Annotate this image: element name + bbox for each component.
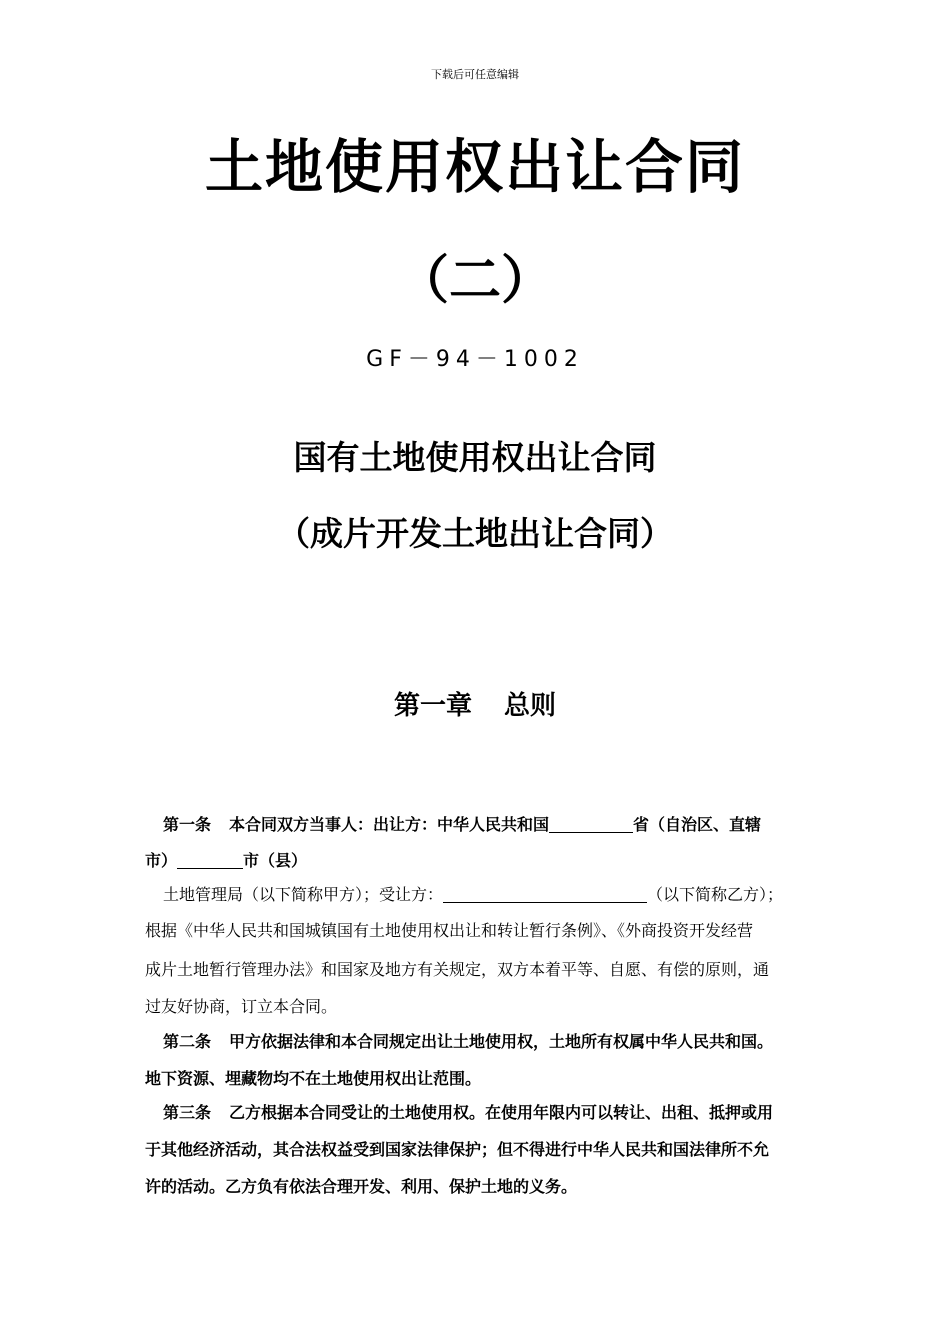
- article-3-line-3: 许的活动。乙方负有依法合理开发、利用、保护土地的义务。: [145, 1177, 578, 1196]
- chapter-heading: [0, 685, 950, 722]
- article-1-text-2: 省（自治区、直辖: [633, 815, 762, 834]
- chapter-label: 第一章: [393, 691, 472, 721]
- contract-subtitle: （成片开发土地出让合同）: [277, 514, 673, 553]
- province-blank: [549, 816, 633, 833]
- article-3-line-1: [163, 1100, 773, 1123]
- article-1-text-6: （以下简称乙方）；: [647, 885, 784, 904]
- header-note: 下载后可任意编辑: [431, 68, 519, 81]
- article-1-text-3: 市）: [145, 851, 178, 870]
- article-1-text-1: 本合同双方当事人：出让方：中华人民共和国: [229, 815, 550, 834]
- article-1-line-4: 根据《中华人民共和国城镇国有土地使用权出让和转让暂行条例》、《外商投资开发经营: [145, 921, 754, 940]
- article-1-line-2: [145, 848, 307, 871]
- article-2-line-1: [163, 1029, 773, 1052]
- article-3-text-1: 乙方根据本合同受让的土地使用权。在使用年限内可以转让、出租、抵押或用: [229, 1103, 774, 1122]
- article-1-text-5: 土地管理局（以下简称甲方）；受让方：: [163, 885, 444, 904]
- article-3-line-2: 于其他经济活动，其合法权益受到国家法律保护；但不得进行中华人民共和国法律所不允: [145, 1140, 770, 1159]
- article-1-line-1: [163, 812, 761, 835]
- city-blank: [177, 852, 243, 869]
- article-3-label: 第三条: [163, 1103, 212, 1122]
- transferee-blank: [443, 886, 647, 903]
- article-1-text-4: 市（县）: [243, 851, 308, 870]
- article-1-label: 第一条: [163, 815, 212, 834]
- article-1-line-3: [163, 882, 783, 905]
- sub-title: （二）: [396, 250, 553, 311]
- main-title: 土地使用权出让合同: [204, 133, 745, 201]
- article-2-text-1: 甲方依据法律和本合同规定出让土地使用权，土地所有权属中华人民共和国。: [229, 1032, 774, 1051]
- document-code: GF－94－1002: [366, 347, 584, 372]
- article-1-line-5: 成片土地暂行管理办法》和国家及地方有关规定，双方本着平等、自愿、有偿的原则，通: [145, 960, 770, 979]
- chapter-title: 总则: [504, 691, 557, 721]
- article-2-label: 第二条: [163, 1032, 212, 1051]
- contract-title: 国有土地使用权出让合同: [293, 438, 657, 477]
- article-2-line-2: 地下资源、埋藏物均不在土地使用权出让范围。: [145, 1069, 482, 1088]
- article-1-line-6: 过友好协商，订立本合同。: [145, 997, 338, 1016]
